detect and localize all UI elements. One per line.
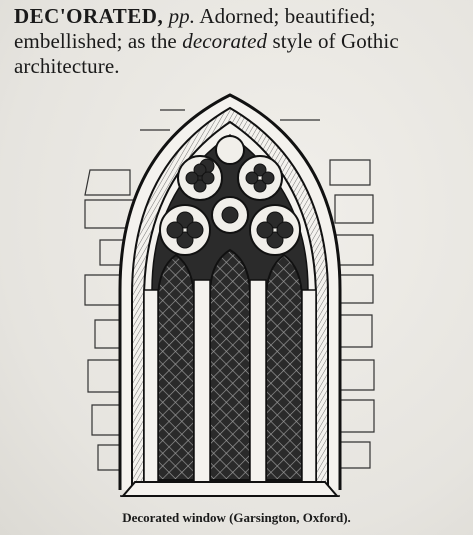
headword: DEC'ORATED, <box>14 4 164 28</box>
part-of-speech: pp. <box>168 4 196 28</box>
definition-text-end: style of Gothic architecture. <box>14 29 399 78</box>
dictionary-entry <box>14 4 464 79</box>
definition-emphasis: decorated <box>182 29 268 53</box>
figure-caption: Decorated window (Garsington, Oxford). <box>122 510 351 525</box>
definition-text: Adorned; beautified; embellished; as the <box>14 4 376 53</box>
gothic-window-illustration-icon <box>80 90 380 510</box>
